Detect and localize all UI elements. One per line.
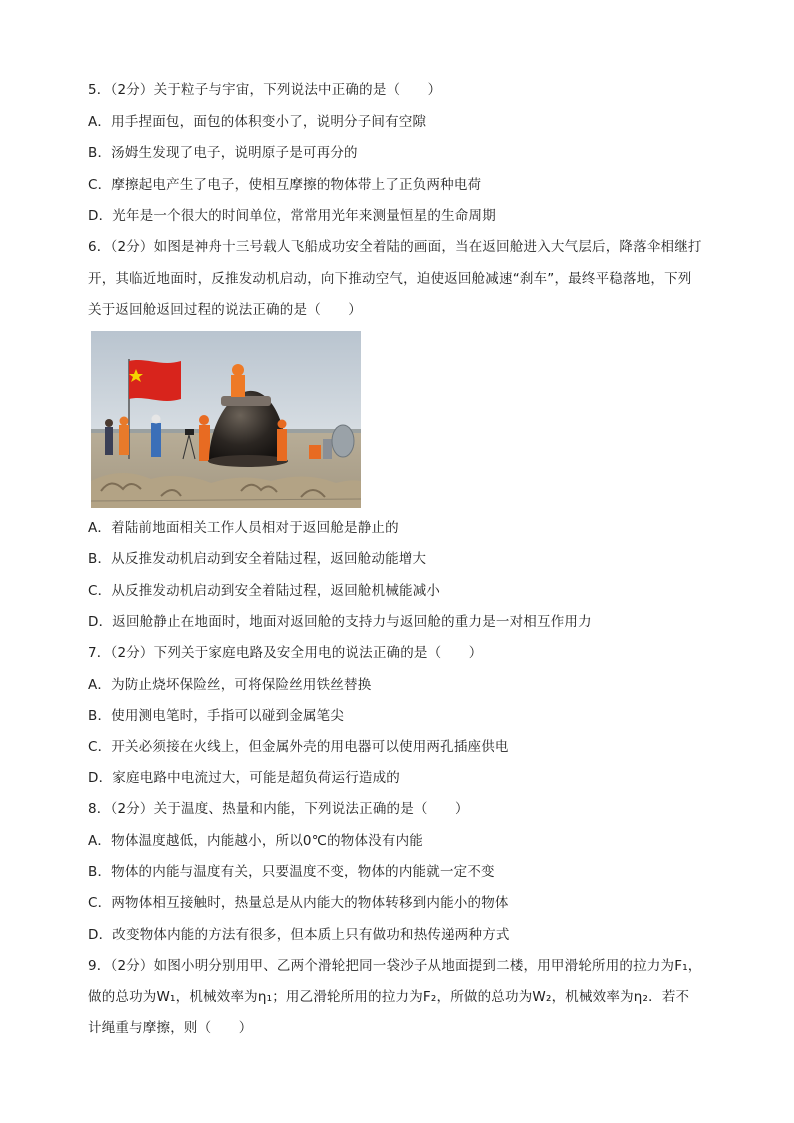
question-5-option-b: B．汤姆生发现了电子，说明原子是可再分的 [88, 145, 358, 161]
question-7-option-d: D．家庭电路中电流过大，可能是超负荷运行造成的 [88, 770, 400, 786]
capsule-landing-photo [91, 331, 361, 508]
question-6-stem-line-1: 6．（2分）如图是神舟十三号载人飞船成功安全着陆的画面，当在返回舱进入大气层后，降落伞相继打 [88, 239, 702, 255]
question-7-stem: 7．（2分）下列关于家庭电路及安全用电的说法正确的是（ ） [88, 645, 483, 661]
question-9-stem-line-1: 9．（2分）如图小明分别用甲、乙两个滑轮把同一袋沙子从地面提到二楼，用甲滑轮所用的拉力为F₁， [88, 958, 702, 974]
question-9-stem-line-3: 计绳重与摩擦，则（ ） [88, 1020, 253, 1036]
question-8-option-d: D．改变物体内能的方法有很多，但本质上只有做功和热传递两种方式 [88, 927, 510, 943]
question-8-option-c: C．两物体相互接触时，热量总是从内能大的物体转移到内能小的物体 [88, 895, 509, 911]
question-7-option-a: A．为防止烧坏保险丝，可将保险丝用铁丝替换 [88, 677, 372, 693]
question-6-option-a: A．着陆前地面相关工作人员相对于返回舱是静止的 [88, 520, 399, 536]
question-5-option-d: D．光年是一个很大的时间单位，常常用光年来测量恒星的生命周期 [88, 208, 496, 224]
question-5-option-a: A．用手捏面包，面包的体积变小了，说明分子间有空隙 [88, 114, 427, 130]
question-8-option-b: B．物体的内能与温度有关，只要温度不变，物体的内能就一定不变 [88, 864, 495, 880]
question-8-stem: 8．（2分）关于温度、热量和内能，下列说法正确的是（ ） [88, 801, 469, 817]
question-6-stem-line-2: 开，其临近地面时，反推发动机启动，向下推动空气，迫使返回舱减速“刹车”，最终平稳落地，下列 [88, 271, 692, 287]
question-6-stem-line-3: 关于返回舱返回过程的说法正确的是（ ） [88, 302, 362, 318]
capsule-landing-illustration [91, 331, 361, 508]
question-5-option-c: C．摩擦起电产生了电子，使相互摩擦的物体带上了正负两种电荷 [88, 177, 482, 193]
question-9-stem-line-2: 做的总功为W₁，机械效率为η₁；用乙滑轮所用的拉力为F₂，所做的总功为W₂，机械效率为η₂．若不 [88, 989, 690, 1005]
question-7-option-b: B．使用测电笔时，手指可以碰到金属笔尖 [88, 708, 345, 724]
question-6-option-c: C．从反推发动机启动到安全着陆过程，返回舱机械能减小 [88, 583, 441, 599]
question-7-option-c: C．开关必须接在火线上，但金属外壳的用电器可以使用两孔插座供电 [88, 739, 509, 755]
question-6-option-d: D．返回舱静止在地面时，地面对返回舱的支持力与返回舱的重力是一对相互作用力 [88, 614, 592, 630]
question-5-stem: 5．（2分）关于粒子与宇宙，下列说法中正确的是（ ） [88, 82, 442, 98]
question-6-option-b: B．从反推发动机启动到安全着陆过程，返回舱动能增大 [88, 551, 427, 567]
question-8-option-a: A．物体温度越低，内能越小，所以0℃的物体没有内能 [88, 833, 423, 849]
